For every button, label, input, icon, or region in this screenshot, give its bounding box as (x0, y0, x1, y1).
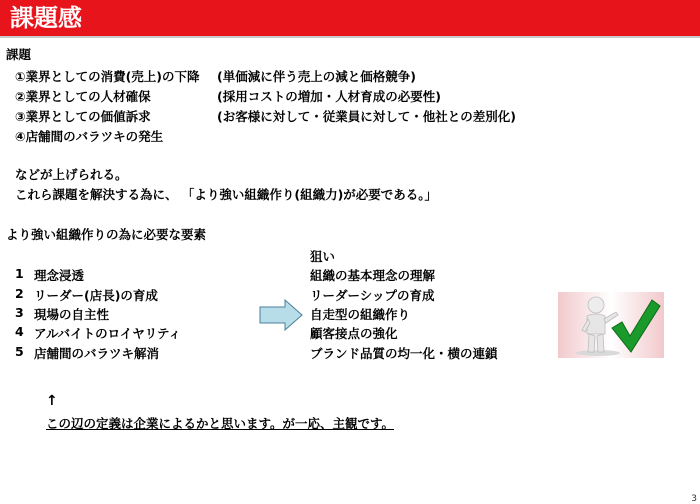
element-number-1: 1 (15, 266, 24, 281)
element-aim-4: 顧客接点の強化 (310, 326, 398, 341)
right-arrow-icon (259, 299, 303, 331)
element-number-3: 3 (15, 305, 24, 320)
element-aim-5: ブランド品質の均一化・横の連鎖 (310, 346, 498, 361)
element-aim-3: 自走型の組織作り (310, 307, 411, 322)
elements-heading: より強い組織作りの為に必要な要素 (6, 227, 207, 242)
element-aim-2: リーダーシップの育成 (310, 288, 435, 303)
issue-label-3: ③業界としての価値訴求 (15, 109, 151, 124)
title-bar (0, 0, 700, 36)
issue-note-2: (採用コストの増加・人材育成の必要性) (217, 89, 441, 104)
issues-summary-2: これら課題を解決する為に、 「より強い組織作り(組織力)が必要である。」 (15, 187, 438, 202)
footnote: この辺の定義は企業によるかと思います。が一応、主観です。 (46, 416, 395, 431)
issue-note-1: (単価減に伴う売上の減と価格競争) (217, 69, 416, 84)
issue-label-4: ④店舗間のバラツキの発生 (15, 129, 164, 144)
element-label-2: リーダー(店長)の育成 (34, 288, 158, 303)
issue-label-1: ①業界としての消費(売上)の下降 (15, 69, 200, 84)
element-number-5: 5 (15, 344, 24, 359)
title-divider (0, 36, 700, 38)
issue-note-3: (お客様に対して・従業員に対して・他社との差別化) (217, 109, 516, 124)
page-number: 3 (691, 494, 697, 504)
aims-heading: 狙い (310, 249, 336, 264)
element-label-1: 理念浸透 (34, 268, 85, 283)
page-title: 課題感 (10, 4, 82, 32)
issues-heading: 課題 (6, 47, 32, 62)
element-label-4: アルバイトのロイヤリティ (34, 326, 182, 341)
issues-summary-1: などが上げられる。 (15, 167, 128, 182)
element-label-5: 店舗間のバラツキ解消 (34, 346, 160, 361)
up-arrow-icon: ↑ (46, 393, 58, 409)
element-label-3: 現場の自主性 (34, 307, 110, 322)
person-checkmark-icon (558, 292, 664, 358)
element-number-4: 4 (15, 324, 24, 339)
element-number-2: 2 (15, 286, 24, 301)
issue-label-2: ②業界としての人材確保 (15, 89, 151, 104)
element-aim-1: 組織の基本理念の理解 (310, 268, 436, 283)
